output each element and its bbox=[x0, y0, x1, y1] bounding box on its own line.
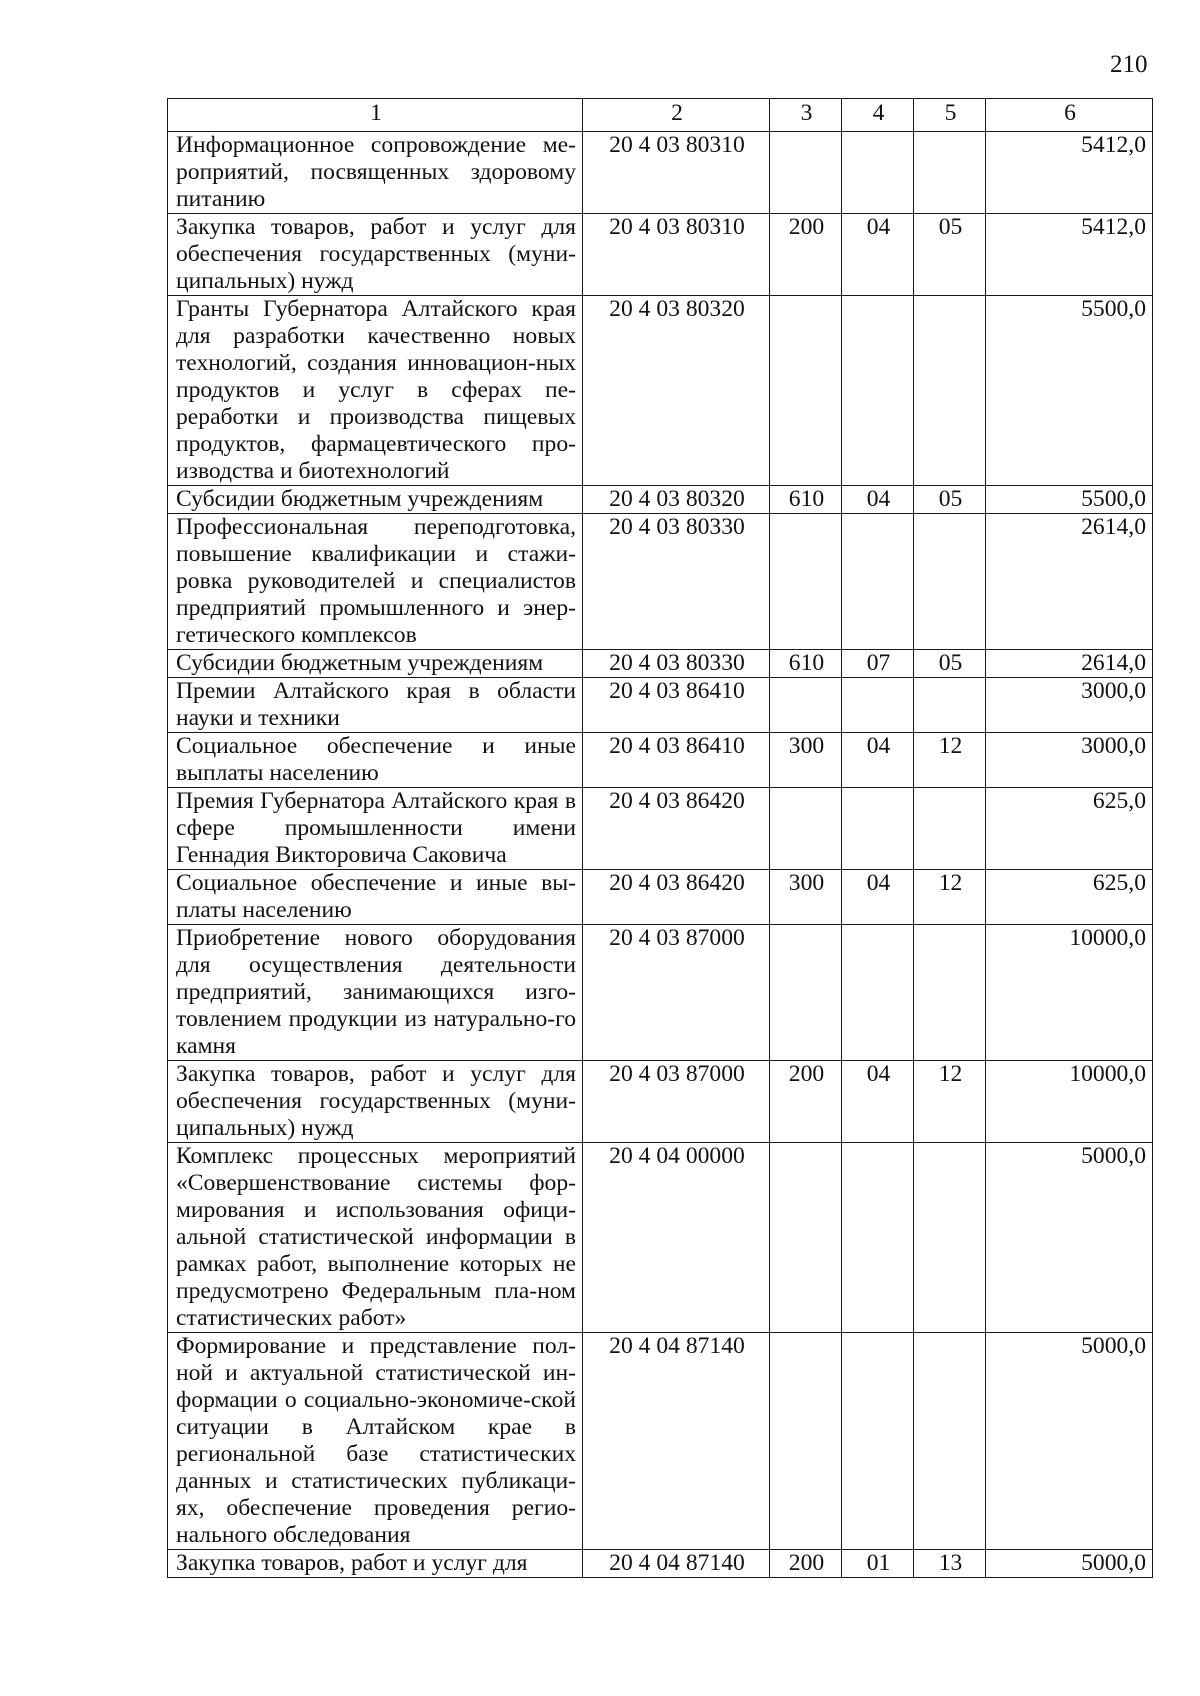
table-row bbox=[168, 650, 1153, 678]
row-expense-type-cell bbox=[770, 925, 842, 1061]
row-section-cell: 01 bbox=[842, 1550, 914, 1578]
row-section-cell bbox=[842, 132, 914, 214]
row-expense-type-cell: 200 bbox=[770, 214, 842, 296]
row-code-cell: 20 4 03 86410 bbox=[583, 678, 770, 733]
row-subsection-cell: 05 bbox=[914, 650, 986, 678]
row-section-cell: 07 bbox=[842, 650, 914, 678]
table-row bbox=[168, 733, 1153, 788]
row-subsection-cell: 05 bbox=[914, 486, 986, 514]
row-name-cell: Информационное сопровождение ме-роприятий, посвященных здоровому питанию bbox=[168, 132, 583, 214]
row-amount-cell: 2614,0 bbox=[986, 514, 1153, 650]
row-name-cell: Субсидии бюджетным учреждениям bbox=[168, 650, 583, 678]
row-subsection-cell: 13 bbox=[914, 1550, 986, 1578]
table-row bbox=[168, 678, 1153, 733]
header-col-5: 5 bbox=[914, 99, 986, 132]
row-amount-cell: 10000,0 bbox=[986, 925, 1153, 1061]
row-subsection-cell: 12 bbox=[914, 870, 986, 925]
row-code-cell: 20 4 03 86420 bbox=[583, 870, 770, 925]
row-section-cell: 04 bbox=[842, 733, 914, 788]
row-amount-cell: 625,0 bbox=[986, 788, 1153, 870]
table-row bbox=[168, 1061, 1153, 1143]
row-section-cell bbox=[842, 678, 914, 733]
row-code-cell: 20 4 03 80320 bbox=[583, 486, 770, 514]
row-name-cell: Профессиональная переподготовка, повышение квалификации и стажи-ровка руководителей и специалистов предприятий промышленного и энер-гетического комплексов bbox=[168, 514, 583, 650]
row-amount-cell: 5000,0 bbox=[986, 1333, 1153, 1550]
row-amount-cell: 5500,0 bbox=[986, 296, 1153, 486]
row-expense-type-cell bbox=[770, 296, 842, 486]
row-subsection-cell bbox=[914, 1333, 986, 1550]
row-code-cell: 20 4 04 87140 bbox=[583, 1550, 770, 1578]
header-col-3: 3 bbox=[770, 99, 842, 132]
row-code-cell: 20 4 03 80330 bbox=[583, 650, 770, 678]
row-section-cell bbox=[842, 1333, 914, 1550]
row-code-cell: 20 4 03 80310 bbox=[583, 214, 770, 296]
row-expense-type-cell bbox=[770, 132, 842, 214]
row-expense-type-cell: 300 bbox=[770, 870, 842, 925]
row-name-cell: Приобретение нового оборудования для осуществления деятельности предприятий, занимающихся изго-товлением продукции из натурально-го камня bbox=[168, 925, 583, 1061]
header-col-6: 6 bbox=[986, 99, 1153, 132]
row-subsection-cell: 12 bbox=[914, 733, 986, 788]
row-amount-cell: 625,0 bbox=[986, 870, 1153, 925]
row-expense-type-cell: 200 bbox=[770, 1061, 842, 1143]
row-subsection-cell bbox=[914, 132, 986, 214]
row-subsection-cell bbox=[914, 296, 986, 486]
row-subsection-cell bbox=[914, 678, 986, 733]
row-expense-type-cell bbox=[770, 1143, 842, 1333]
row-amount-cell: 5000,0 bbox=[986, 1550, 1153, 1578]
row-code-cell: 20 4 03 87000 bbox=[583, 925, 770, 1061]
row-expense-type-cell: 200 bbox=[770, 1550, 842, 1578]
table-row bbox=[168, 1333, 1153, 1550]
row-code-cell: 20 4 04 87140 bbox=[583, 1333, 770, 1550]
table-header-row bbox=[168, 99, 1153, 132]
row-amount-cell: 5412,0 bbox=[986, 132, 1153, 214]
row-code-cell: 20 4 03 80330 bbox=[583, 514, 770, 650]
row-name-cell: Премии Алтайского края в области науки и техники bbox=[168, 678, 583, 733]
row-subsection-cell bbox=[914, 925, 986, 1061]
table-row bbox=[168, 214, 1153, 296]
row-section-cell bbox=[842, 1143, 914, 1333]
budget-table bbox=[167, 98, 1153, 1578]
table-body bbox=[168, 132, 1153, 1578]
row-subsection-cell bbox=[914, 788, 986, 870]
header-col-4: 4 bbox=[842, 99, 914, 132]
row-name-cell: Закупка товаров, работ и услуг для обеспечения государственных (муни-ципальных) нужд bbox=[168, 214, 583, 296]
row-code-cell: 20 4 04 00000 bbox=[583, 1143, 770, 1333]
row-code-cell: 20 4 03 87000 bbox=[583, 1061, 770, 1143]
header-col-2: 2 bbox=[583, 99, 770, 132]
row-name-cell: Гранты Губернатора Алтайского края для разработки качественно новых технологий, создания инновацион-ных продуктов и услуг в сферах пе-реработки и производства пищевых продуктов, фармацевтического про-изводства и биотехнологий bbox=[168, 296, 583, 486]
row-amount-cell: 5500,0 bbox=[986, 486, 1153, 514]
table-row bbox=[168, 925, 1153, 1061]
row-amount-cell: 2614,0 bbox=[986, 650, 1153, 678]
row-code-cell: 20 4 03 86420 bbox=[583, 788, 770, 870]
row-name-cell: Социальное обеспечение и иные вы-платы населению bbox=[168, 870, 583, 925]
row-name-cell: Социальное обеспечение и иные выплаты населению bbox=[168, 733, 583, 788]
row-amount-cell: 10000,0 bbox=[986, 1061, 1153, 1143]
row-section-cell bbox=[842, 296, 914, 486]
row-expense-type-cell bbox=[770, 678, 842, 733]
row-section-cell bbox=[842, 514, 914, 650]
row-expense-type-cell: 610 bbox=[770, 650, 842, 678]
page-number: 210 bbox=[1110, 51, 1148, 78]
row-section-cell: 04 bbox=[842, 1061, 914, 1143]
row-amount-cell: 5412,0 bbox=[986, 214, 1153, 296]
table-row bbox=[168, 132, 1153, 214]
row-expense-type-cell bbox=[770, 1333, 842, 1550]
row-amount-cell: 3000,0 bbox=[986, 678, 1153, 733]
row-subsection-cell: 12 bbox=[914, 1061, 986, 1143]
header-col-1: 1 bbox=[168, 99, 583, 132]
table-row bbox=[168, 1550, 1153, 1578]
row-code-cell: 20 4 03 80310 bbox=[583, 132, 770, 214]
row-name-cell: Закупка товаров, работ и услуг для обеспечения государственных (муни-ципальных) нужд bbox=[168, 1061, 583, 1143]
table-row bbox=[168, 296, 1153, 486]
row-name-cell: Комплекс процессных мероприятий «Совершенствование системы фор-мирования и использования офици-альной статистической информации в рамках работ, выполнение которых не предусмотрено Федеральным пла-ном статистических работ» bbox=[168, 1143, 583, 1333]
table-row bbox=[168, 486, 1153, 514]
row-expense-type-cell: 610 bbox=[770, 486, 842, 514]
row-section-cell bbox=[842, 788, 914, 870]
row-name-cell: Премия Губернатора Алтайского края в сфере промышленности имени Геннадия Викторовича Саковича bbox=[168, 788, 583, 870]
row-amount-cell: 3000,0 bbox=[986, 733, 1153, 788]
row-name-cell: Субсидии бюджетным учреждениям bbox=[168, 486, 583, 514]
row-name-cell: Формирование и представление пол-ной и актуальной статистической ин-формации о социально-экономиче-ской ситуации в Алтайском крае в региональной базе статистических данных и статистических публикаци-ях, обеспечение проведения регио-нального обследования bbox=[168, 1333, 583, 1550]
table-row bbox=[168, 870, 1153, 925]
row-subsection-cell: 05 bbox=[914, 214, 986, 296]
row-code-cell: 20 4 03 80320 bbox=[583, 296, 770, 486]
row-expense-type-cell bbox=[770, 788, 842, 870]
row-subsection-cell bbox=[914, 514, 986, 650]
row-expense-type-cell: 300 bbox=[770, 733, 842, 788]
row-section-cell: 04 bbox=[842, 214, 914, 296]
row-expense-type-cell bbox=[770, 514, 842, 650]
row-section-cell: 04 bbox=[842, 870, 914, 925]
table-row bbox=[168, 788, 1153, 870]
table-row bbox=[168, 1143, 1153, 1333]
row-amount-cell: 5000,0 bbox=[986, 1143, 1153, 1333]
row-code-cell: 20 4 03 86410 bbox=[583, 733, 770, 788]
table-row bbox=[168, 514, 1153, 650]
row-subsection-cell bbox=[914, 1143, 986, 1333]
row-section-cell: 04 bbox=[842, 486, 914, 514]
row-name-cell: Закупка товаров, работ и услуг для bbox=[168, 1550, 583, 1578]
row-section-cell bbox=[842, 925, 914, 1061]
